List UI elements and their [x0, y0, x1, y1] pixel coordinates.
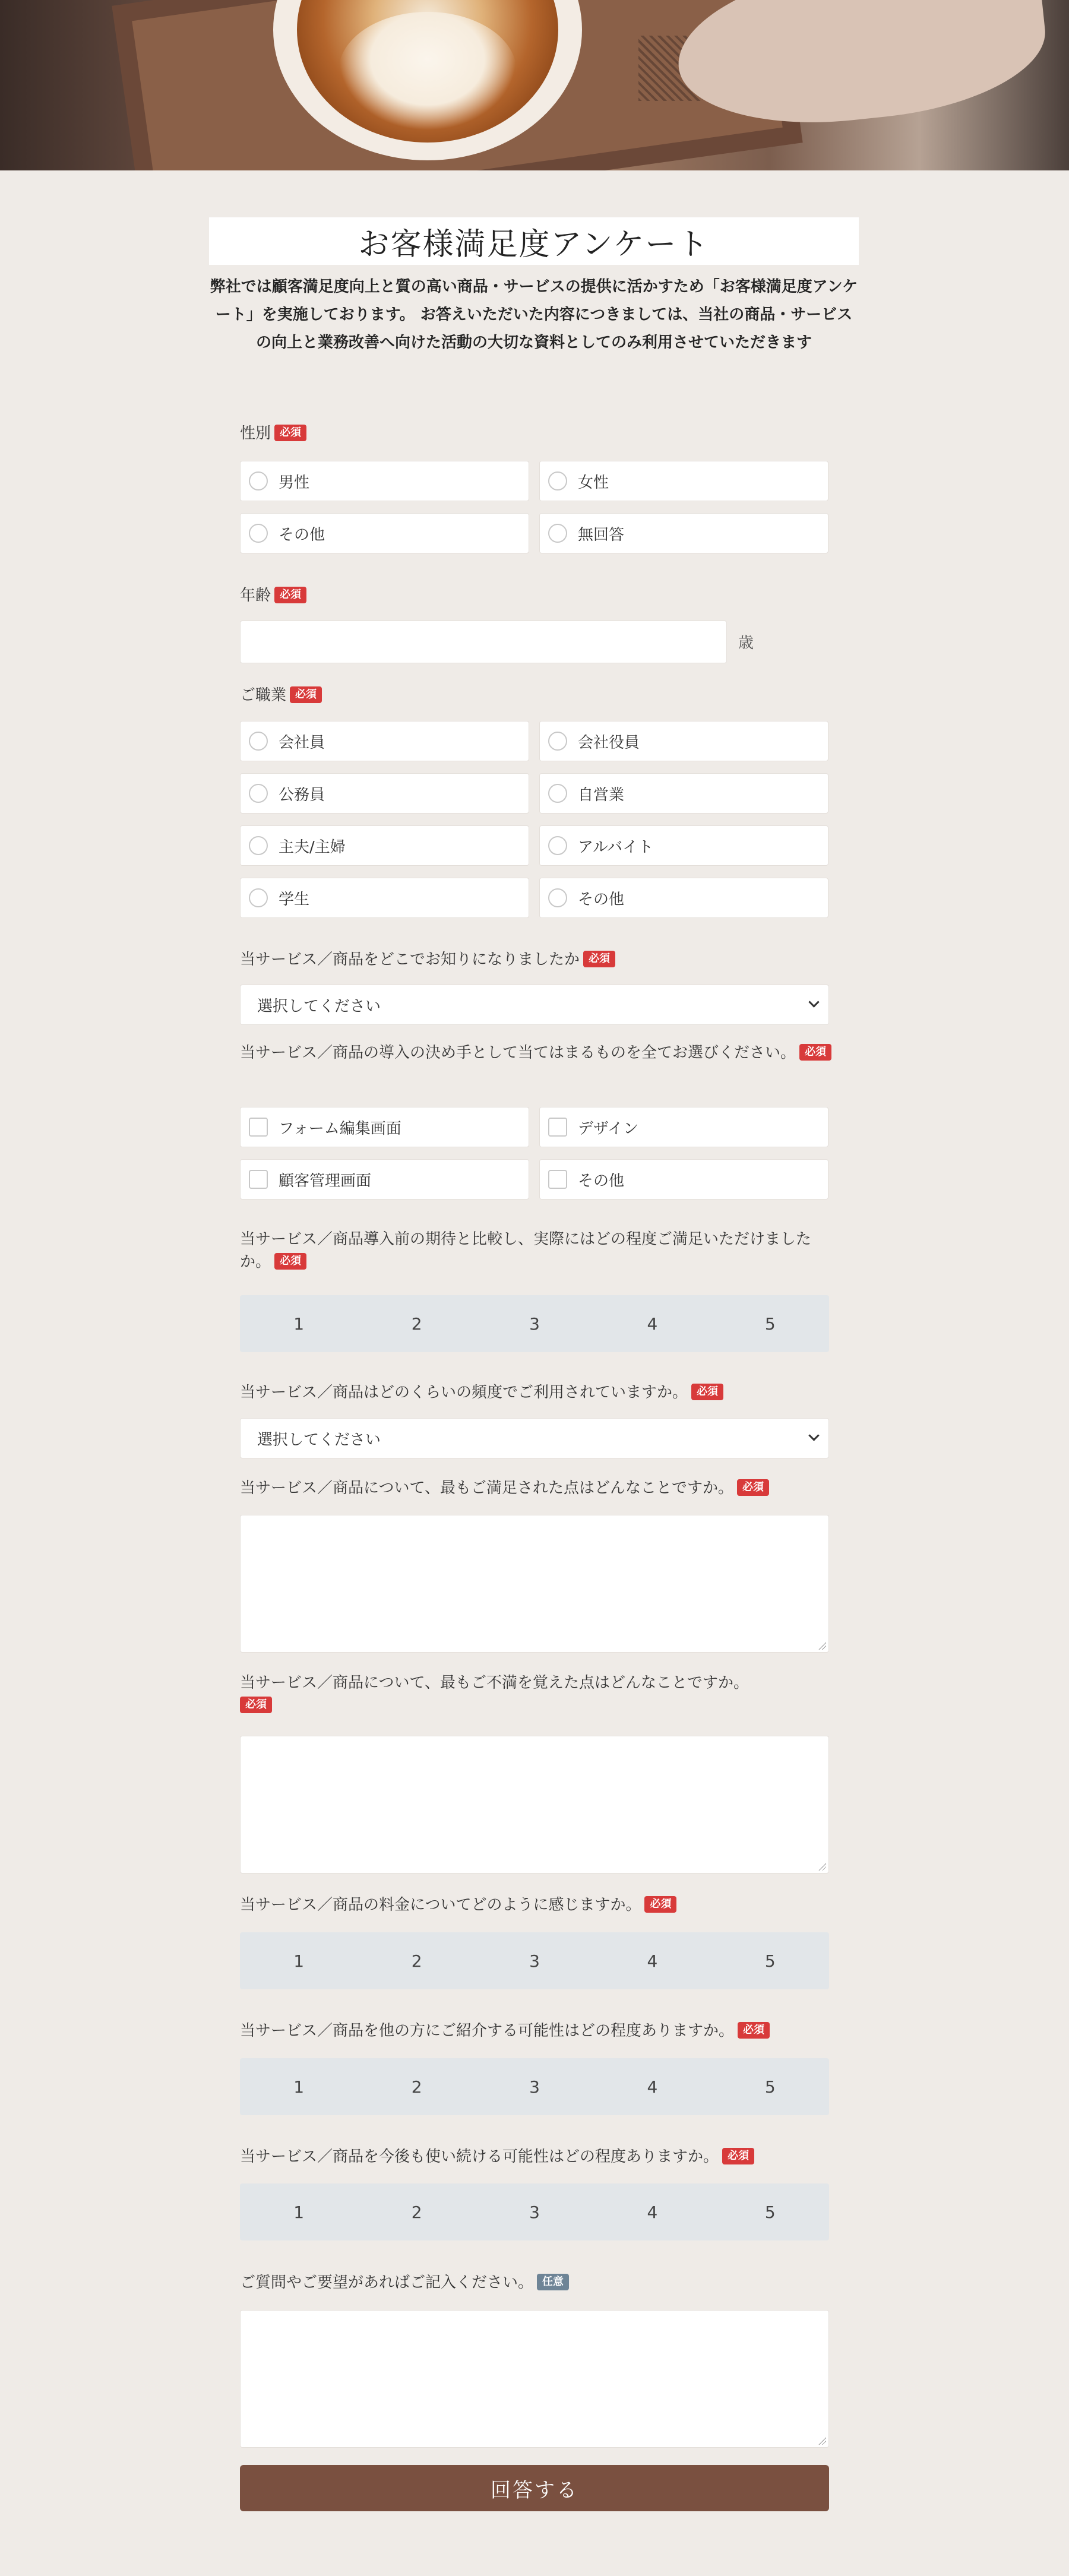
option-label: 男性 [279, 473, 310, 492]
deciding-option-customer-mgmt[interactable] [240, 1159, 529, 1200]
scale-option[interactable]: 2 [411, 1951, 422, 1971]
option-label: アルバイト [578, 838, 654, 856]
scale-option[interactable]: 4 [647, 1951, 658, 1971]
option-label: 無回答 [578, 526, 625, 544]
age-label-text: 年齢 [240, 587, 271, 605]
scale-option[interactable]: 1 [293, 1314, 305, 1334]
gender-label-text: 性別 [240, 425, 271, 442]
continue-use-label-text: 当サービス／商品を今後も使い続ける可能性はどの程度ありますか。 [240, 2148, 719, 2166]
hero-image [0, 0, 1069, 170]
scale-option[interactable]: 5 [764, 2202, 776, 2222]
option-label: 公務員 [279, 786, 325, 804]
required-badge: 必須 [737, 1479, 769, 1496]
scale-option[interactable]: 3 [529, 1951, 540, 1971]
required-badge: 必須 [799, 1044, 831, 1061]
worst-point-label [240, 1672, 834, 1717]
scale-option[interactable]: 5 [764, 1314, 776, 1334]
occupation-option-student[interactable] [240, 878, 529, 918]
option-label: 顧客管理画面 [279, 1172, 372, 1190]
gender-option-other[interactable] [240, 513, 529, 553]
satisfaction-label [240, 1228, 834, 1273]
scale-option[interactable]: 2 [411, 2077, 422, 2097]
scale-option[interactable]: 3 [529, 2202, 540, 2222]
satisfaction-scale [240, 1295, 829, 1352]
required-badge: 必須 [738, 2022, 770, 2039]
source-select-value: 選択してください [257, 997, 381, 1015]
required-badge: 必須 [722, 2148, 754, 2164]
occupation-option-civil-servant[interactable] [240, 773, 529, 814]
option-label: 女性 [578, 473, 609, 492]
deciding-option-other[interactable] [539, 1159, 828, 1200]
best-point-textarea[interactable] [240, 1515, 829, 1653]
worst-point-label-text: 当サービス／商品について、最もご不満を覚えた点はどんなことですか。 [240, 1674, 749, 1692]
hero-latte-art [339, 12, 517, 131]
resize-grip-icon[interactable] [818, 1862, 826, 1871]
required-badge: 必須 [274, 425, 306, 441]
option-label: その他 [578, 1172, 625, 1190]
submit-button[interactable]: 回答する [240, 2465, 829, 2511]
radio-icon[interactable] [548, 524, 567, 543]
worst-point-textarea[interactable] [240, 1736, 829, 1874]
comments-label-text: ご質問やご要望があればご記入ください。 [240, 2274, 534, 2292]
recommend-label [240, 2020, 834, 2042]
frequency-label-text: 当サービス／商品はどのくらいの頻度でご利用されていますか。 [240, 1384, 688, 1401]
intro-text: 弊社では顧客満足度向上と質の高い商品・サービスの提供に活かすため「お客様満足度アンケート」を実施しております。 お答えいただいた内容につきましては、当社の商品・サービスの向上と業務改善へ向けた活動の大切な資料としてのみ利用させていただきます [210, 278, 858, 352]
occupation-option-employee[interactable] [240, 721, 529, 761]
occupation-label [240, 684, 834, 707]
recommend-label-text: 当サービス／商品を他の方にご紹介する可能性はどの程度ありますか。 [240, 2022, 735, 2040]
gender-option-no-answer[interactable] [539, 513, 828, 553]
occupation-label-text: ご職業 [240, 686, 287, 704]
frequency-label [240, 1381, 834, 1404]
option-label: デザイン [578, 1119, 639, 1138]
scale-option[interactable]: 2 [411, 1314, 422, 1334]
scale-option[interactable]: 1 [293, 2077, 305, 2097]
continue-use-scale [240, 2183, 829, 2240]
radio-icon[interactable] [249, 471, 268, 490]
radio-icon[interactable] [249, 784, 268, 803]
price-label [240, 1894, 834, 1916]
price-label-text: 当サービス／商品の料金についてどのように感じますか。 [240, 1896, 641, 1914]
age-unit: 歳 [738, 634, 754, 652]
price-scale [240, 1932, 829, 1989]
scale-option[interactable]: 4 [647, 1314, 658, 1334]
resize-grip-icon[interactable] [818, 2436, 826, 2445]
recommend-scale [240, 2058, 829, 2115]
source-select[interactable] [240, 985, 829, 1025]
radio-icon[interactable] [548, 888, 567, 907]
radio-icon[interactable] [548, 732, 567, 751]
frequency-select[interactable] [240, 1418, 829, 1458]
radio-icon[interactable] [249, 732, 268, 751]
occupation-option-other[interactable] [539, 878, 828, 918]
required-badge: 必須 [274, 587, 306, 603]
comments-textarea[interactable] [240, 2310, 829, 2448]
option-label: 会社役員 [578, 733, 640, 752]
gender-label [240, 422, 834, 445]
option-label: その他 [279, 526, 325, 544]
radio-icon[interactable] [249, 888, 268, 907]
scale-option[interactable]: 3 [529, 1314, 540, 1334]
required-badge: 必須 [274, 1253, 306, 1270]
radio-icon[interactable] [548, 784, 567, 803]
best-point-label [240, 1477, 834, 1499]
option-label: フォーム編集画面 [279, 1119, 401, 1138]
page-title-text: お客様満足度アンケート [358, 226, 710, 262]
scale-option[interactable]: 5 [764, 1951, 776, 1971]
deciding-option-design[interactable] [539, 1107, 828, 1147]
source-label-text: 当サービス／商品をどこでお知りになりましたか [240, 951, 580, 969]
frequency-select-value: 選択してください [257, 1431, 381, 1449]
chevron-down-icon [808, 1430, 819, 1441]
resize-grip-icon[interactable] [818, 1641, 826, 1650]
optional-badge: 任意 [537, 2274, 569, 2290]
comments-label [240, 2271, 834, 2294]
checkbox-icon[interactable] [249, 1170, 268, 1189]
radio-icon[interactable] [249, 524, 268, 543]
satisfaction-label-text: 当サービス／商品導入前の期待と比較し、実際にはどの程度ご満足いただけましたか。 [240, 1230, 812, 1271]
checkbox-icon[interactable] [548, 1118, 567, 1137]
option-label: その他 [578, 890, 625, 909]
chevron-down-icon [808, 996, 819, 1007]
scale-option[interactable]: 4 [647, 2077, 658, 2097]
scale-option[interactable]: 1 [293, 2202, 305, 2222]
deciding-option-form-editor[interactable] [240, 1107, 529, 1147]
scale-option[interactable]: 5 [764, 2077, 776, 2097]
gender-option-female[interactable] [539, 461, 828, 501]
required-badge: 必須 [644, 1896, 676, 1913]
option-label: 学生 [279, 890, 310, 909]
required-badge: 必須 [583, 951, 615, 967]
source-label [240, 948, 834, 971]
radio-icon[interactable] [249, 836, 268, 855]
deciding-label [240, 1042, 834, 1064]
checkbox-icon[interactable] [249, 1118, 268, 1137]
occupation-option-part-time[interactable] [539, 825, 828, 866]
scale-option[interactable]: 2 [411, 2202, 422, 2222]
age-label [240, 584, 834, 607]
scale-option[interactable]: 4 [647, 2202, 658, 2222]
required-badge: 必須 [240, 1697, 272, 1713]
required-badge: 必須 [691, 1384, 723, 1400]
required-badge: 必須 [290, 686, 322, 703]
checkbox-icon[interactable] [548, 1170, 567, 1189]
radio-icon[interactable] [548, 836, 567, 855]
gender-option-male[interactable] [240, 461, 529, 501]
best-point-label-text: 当サービス／商品について、最もご満足された点はどんなことですか。 [240, 1479, 733, 1497]
option-label: 主夫/主婦 [279, 838, 346, 856]
scale-option[interactable]: 1 [293, 1951, 305, 1971]
scale-option[interactable]: 3 [529, 2077, 540, 2097]
occupation-option-homemaker[interactable] [240, 825, 529, 866]
continue-use-label [240, 2145, 834, 2168]
radio-icon[interactable] [548, 471, 567, 490]
deciding-label-text: 当サービス／商品の導入の決め手として当てはまるものを全てお選びください。 [240, 1044, 796, 1062]
page-title [209, 217, 859, 265]
option-label: 自営業 [578, 786, 625, 804]
occupation-option-executive[interactable] [539, 721, 828, 761]
age-input[interactable] [240, 621, 727, 663]
option-label: 会社員 [279, 733, 325, 752]
occupation-option-self-employed[interactable] [539, 773, 828, 814]
